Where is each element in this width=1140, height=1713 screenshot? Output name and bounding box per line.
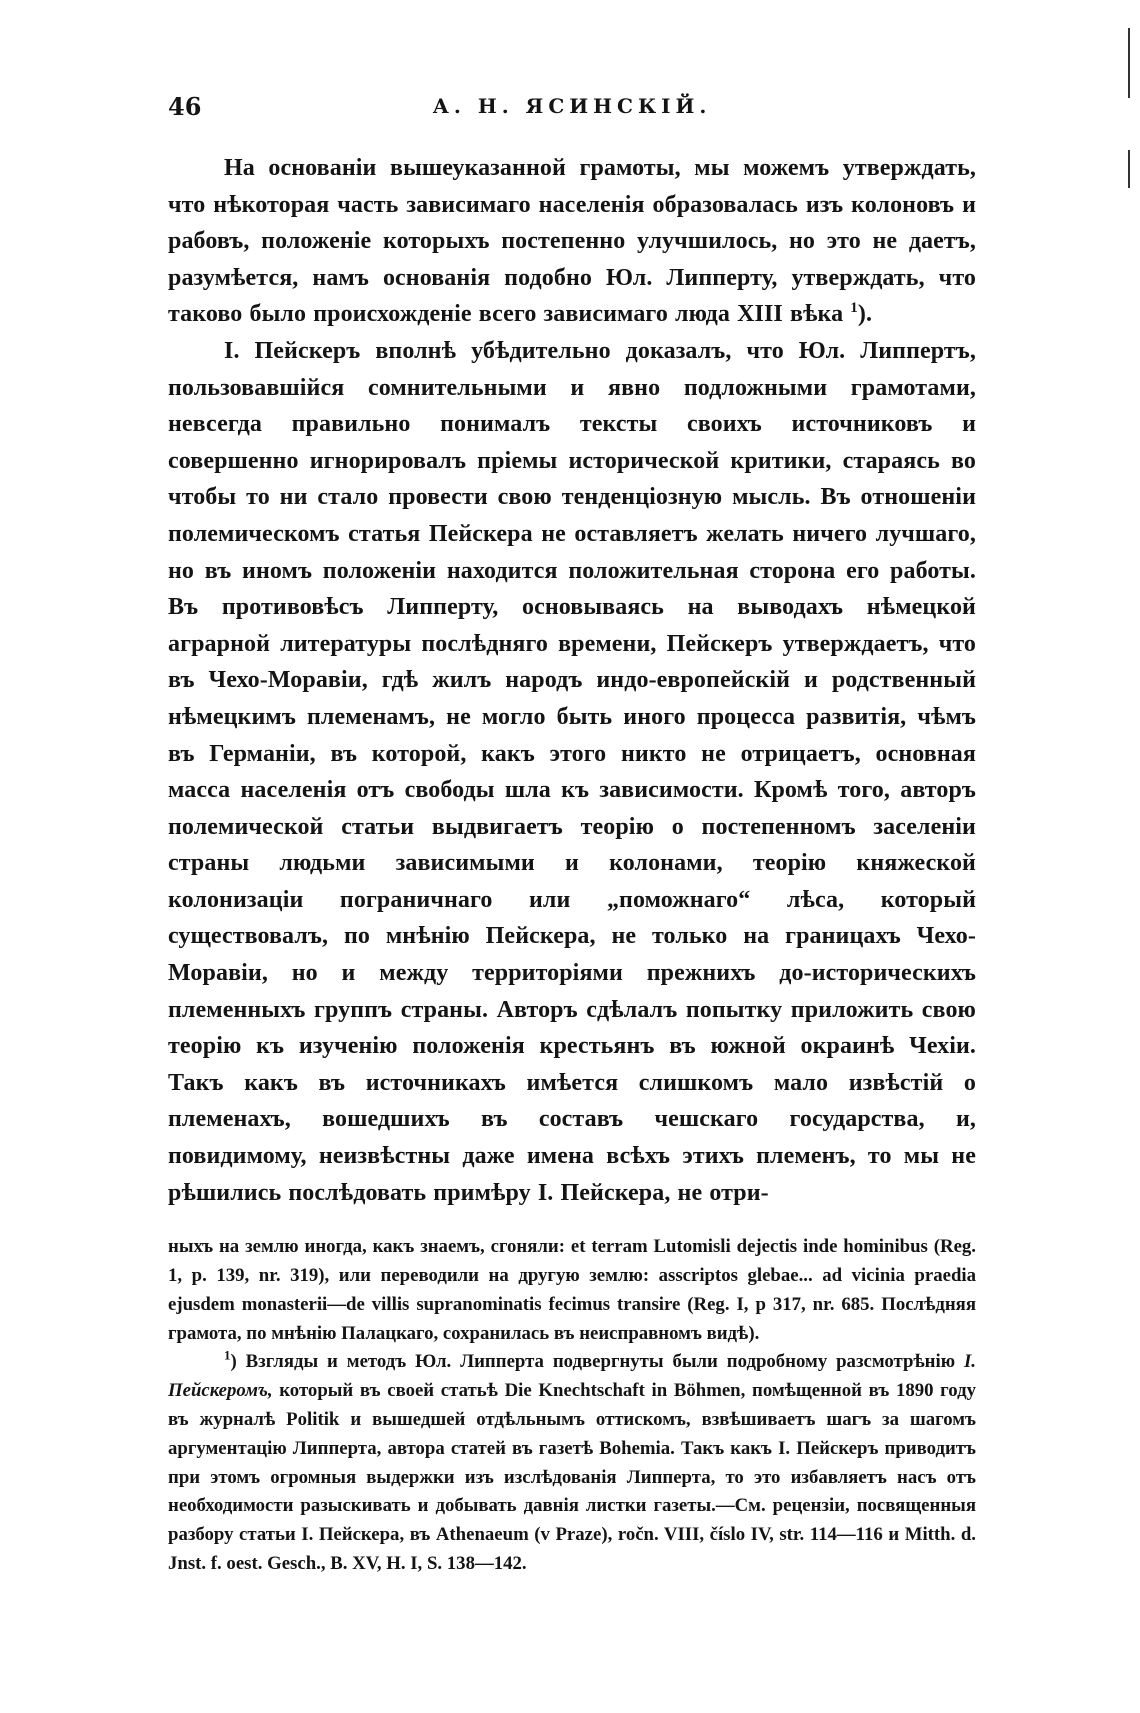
- body-paragraph-2: I. Пейскеръ вполнѣ убѣдительно доказалъ, что Юл. Липпертъ, пользовавшiйся сомнительными и явно подложными грамотами, невсегда правильно понималъ тексты своихъ источниковъ и совершенно игнорировалъ прiемы исторической критики, стараясь во чтобы то ни стало провести свою тенденцiозную мысль. Въ отношенiи полемическомъ статья Пейскера не оставляетъ желать ничего лучшаго, но въ иномъ положенiи находится положительная сторона его работы. Въ противовѣсъ Липперту, основываясь на выводахъ нѣмецкой аграрной литературы послѣдняго времени, Пейскеръ утверждаетъ, что въ Чехо-Моравiи, гдѣ жилъ народъ индо-европейскiй и родственный нѣмецкимъ племенамъ, не могло быть иного процесса развитiя, чѣмъ въ Германiи, въ которой, какъ этого никто не отрицаетъ, основная масса населенiя отъ свободы шла къ зависимости. Кромѣ того, авторъ полемической статьи выдвигаетъ теорiю о постепенномъ заселенiи страны людьми зависимыми и колонами, теорiю княжеской колонизацiи пограничнаго или „поможнаго“ лѣса, который существовалъ, по мнѣнiю Пейскера, не только на границахъ Чехо-Моравiи, но и между территорiями прежнихъ до-историческихъ племенныхъ группъ страны. Авторъ сдѣлалъ попытку приложить свою теорiю къ изученiю положенiя крестьянъ въ южной окраинѣ Чехiи. Такъ какъ въ источникахъ имѣется слишкомъ мало извѣстiй о племенахъ, вошедшихъ въ составъ чешскаго государства, и, повидимому, неизвѣстны даже имена всѣхъ этихъ племенъ, то мы не рѣшились послѣдовать примѣру I. Пейскера, не отри-: [168, 337, 976, 1206]
- footnote-separator: [168, 1211, 976, 1233]
- footnote-author-name: I. Пейскеромъ,: [168, 1351, 976, 1402]
- running-head-author: А. Н. ЯСИНСКIЙ.: [432, 94, 712, 118]
- book-page: [168, 92, 976, 1579]
- paragraph-text-end: ).: [857, 301, 873, 328]
- footnote-reference: 1: [850, 300, 858, 317]
- footnote-text-rest: который въ своей статьѣ Die Knechtschaft in Böhmen, помѣщенной въ 1890 году въ журналѣ Politik и вышедшей отдѣльнымъ оттискомъ, взвѣшиваетъ шагъ за шагомъ аргументацiю Липперта, автора статей въ газетѣ Bohemia. Такъ какъ I. Пейскеръ приводитъ при этомъ огромныя выдержки изъ изслѣдованiя Липперта, то это избавляетъ насъ отъ необходимости разыскивать и добывать давнiя листки газеты.—См. рецензiи, посвященныя разбору статьи I. Пейскера, въ Athenaeum (v Praze), ročn. VIII, číslo IV, str. 114—116 и Mitth. d. Jnst. f. oest. Gesch., B. XV, H. I, S. 138—142.: [168, 1380, 976, 1574]
- footnote-marker: 1: [224, 1348, 231, 1364]
- paragraph-text: На основанiи вышеуказанной грамоты, мы можемъ утверждать, что нѣкоторая часть зависимаго населенiя образовалась изъ колоновъ и рабовъ, положенiе которыхъ постепенно улучшилось, но это не даетъ, разумѣется, намъ основанiя подобно Юл. Липперту, утверждать, что таково было происхожденiе всего зависимаго люда XIII вѣка: [168, 155, 976, 328]
- footnote-text: ) Взгляды и методъ Юл. Липперта подвергнуты были подробному разсмотрѣнiю: [230, 1351, 956, 1373]
- page-edge-line: [1128, 28, 1130, 98]
- body-paragraph-1: [168, 150, 976, 333]
- page-edge-line: [1128, 150, 1130, 188]
- running-head: [168, 92, 976, 132]
- footnote-continued: ныхъ на землю иногда, какъ знаемъ, сгоняли: et terram Lutomisli dejectis inde hominibus (Reg. 1, p. 139, nr. 319), или переводили на другую землю: asscriptos glebae... ad vicinia praedia ejusdem monasterii—de villis supranominatis fecimus transire (Reg. I, p 317, nr. 685. Послѣдняя грамота, по мнѣнiю Палацкаго, сохранилась въ неисправномъ видѣ).: [168, 1236, 976, 1344]
- footnote-1: [168, 1348, 976, 1578]
- page-number: 46: [168, 92, 202, 121]
